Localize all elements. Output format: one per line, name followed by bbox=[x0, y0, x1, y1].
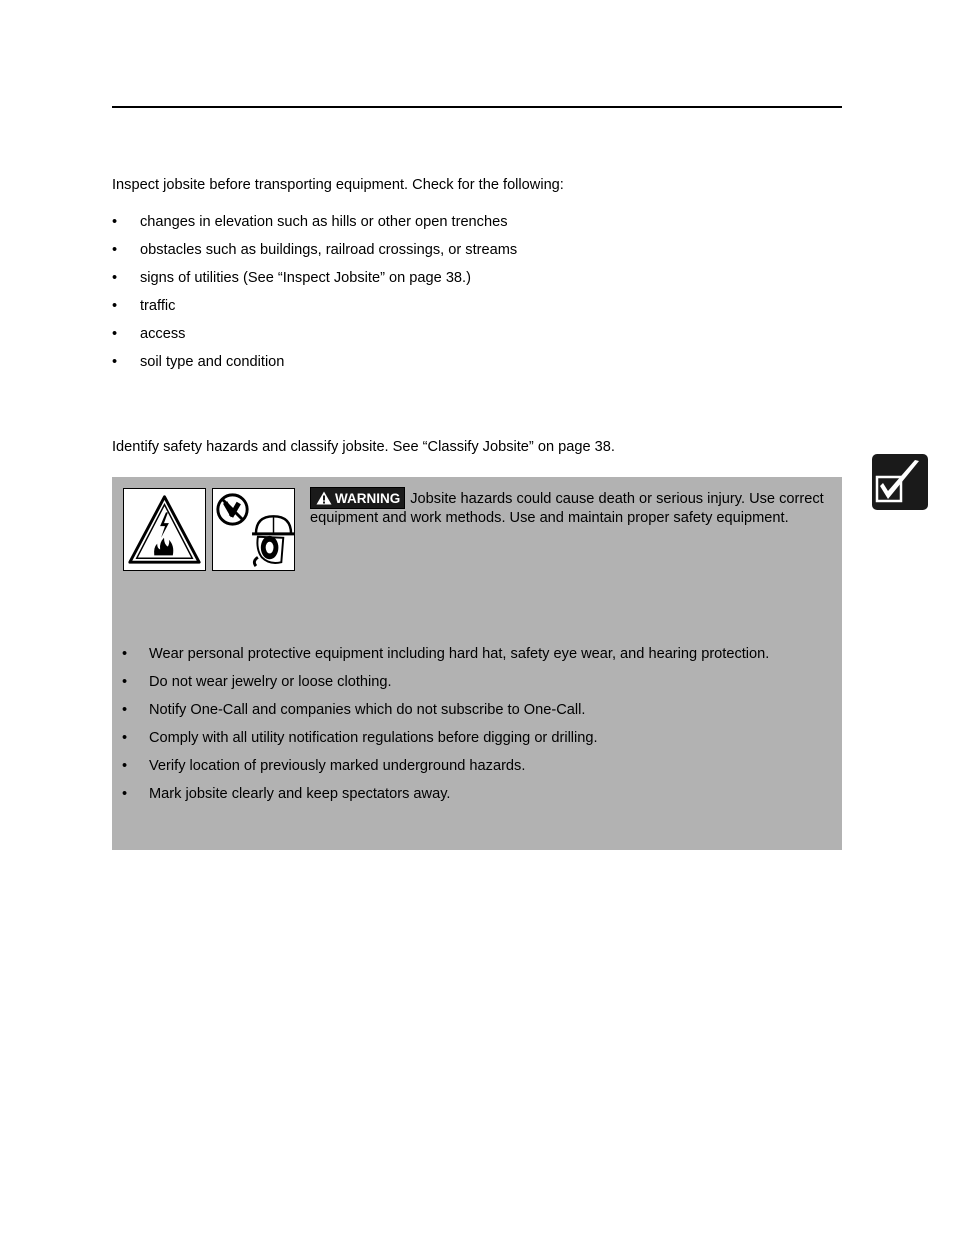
bullet: • bbox=[112, 354, 118, 370]
list-item-text: Comply with all utility notification regulations before digging or drilling. bbox=[149, 730, 598, 746]
list-item-text: access bbox=[140, 326, 186, 342]
bullet: • bbox=[122, 702, 128, 718]
bullet: • bbox=[112, 270, 118, 286]
bullet: • bbox=[122, 646, 128, 662]
list-item-text: obstacles such as buildings, railroad crossings, or streams bbox=[140, 242, 518, 258]
list-item-text: Wear personal protective equipment including hard hat, safety eye wear, and hearing protection. bbox=[149, 646, 770, 662]
list-item-text: Do not wear jewelry or loose clothing. bbox=[149, 674, 392, 690]
list-item-text: soil type and condition bbox=[140, 354, 285, 370]
warning-list bbox=[122, 646, 769, 814]
warning-box bbox=[112, 477, 842, 850]
bullet: • bbox=[112, 214, 118, 230]
bullet: • bbox=[122, 758, 128, 774]
warning-badge-label: WARNING bbox=[335, 490, 401, 506]
electric-fire-hazard-icon bbox=[123, 488, 206, 571]
bullet: • bbox=[122, 674, 128, 690]
identify-text: Identify safety hazards and classify jobsite. See “Classify Jobsite” on page 38. bbox=[112, 439, 615, 455]
warning-message bbox=[310, 487, 830, 528]
header-rule bbox=[112, 106, 842, 108]
hard-hat-no-tools-icon bbox=[212, 488, 295, 571]
list-item bbox=[112, 242, 517, 270]
check-list bbox=[112, 214, 517, 382]
bullet: • bbox=[112, 298, 118, 314]
bullet: • bbox=[112, 326, 118, 342]
checkbox-checked-icon bbox=[871, 453, 929, 511]
intro-text: Inspect jobsite before transporting equipment. Check for the following: bbox=[112, 177, 564, 193]
list-item bbox=[112, 326, 517, 354]
list-item-text: traffic bbox=[140, 298, 176, 314]
list-item bbox=[112, 214, 517, 242]
list-item bbox=[122, 646, 769, 674]
bullet: • bbox=[122, 730, 128, 746]
list-item bbox=[112, 270, 517, 298]
list-item bbox=[122, 674, 769, 702]
list-item-text: Notify One-Call and companies which do not subscribe to One-Call. bbox=[149, 702, 586, 718]
list-item bbox=[122, 758, 769, 786]
list-item-text: signs of utilities (See “Inspect Jobsite” on page 38.) bbox=[140, 270, 471, 286]
warning-badge bbox=[310, 487, 405, 509]
list-item bbox=[122, 786, 769, 814]
list-item-text: changes in elevation such as hills or other open trenches bbox=[140, 214, 508, 230]
list-item-text: Mark jobsite clearly and keep spectators away. bbox=[149, 786, 451, 802]
list-item bbox=[112, 298, 517, 326]
warning-message-text: Jobsite hazards could cause death or serious injury. Use correct equipment and work methods. Use and maintain proper safety equipment. bbox=[310, 491, 824, 526]
list-item bbox=[112, 354, 517, 382]
list-item bbox=[122, 730, 769, 758]
list-item-text: Verify location of previously marked underground hazards. bbox=[149, 758, 526, 774]
bullet: • bbox=[112, 242, 118, 258]
list-item bbox=[122, 702, 769, 730]
alert-triangle-icon bbox=[316, 491, 332, 505]
bullet: • bbox=[122, 786, 128, 802]
